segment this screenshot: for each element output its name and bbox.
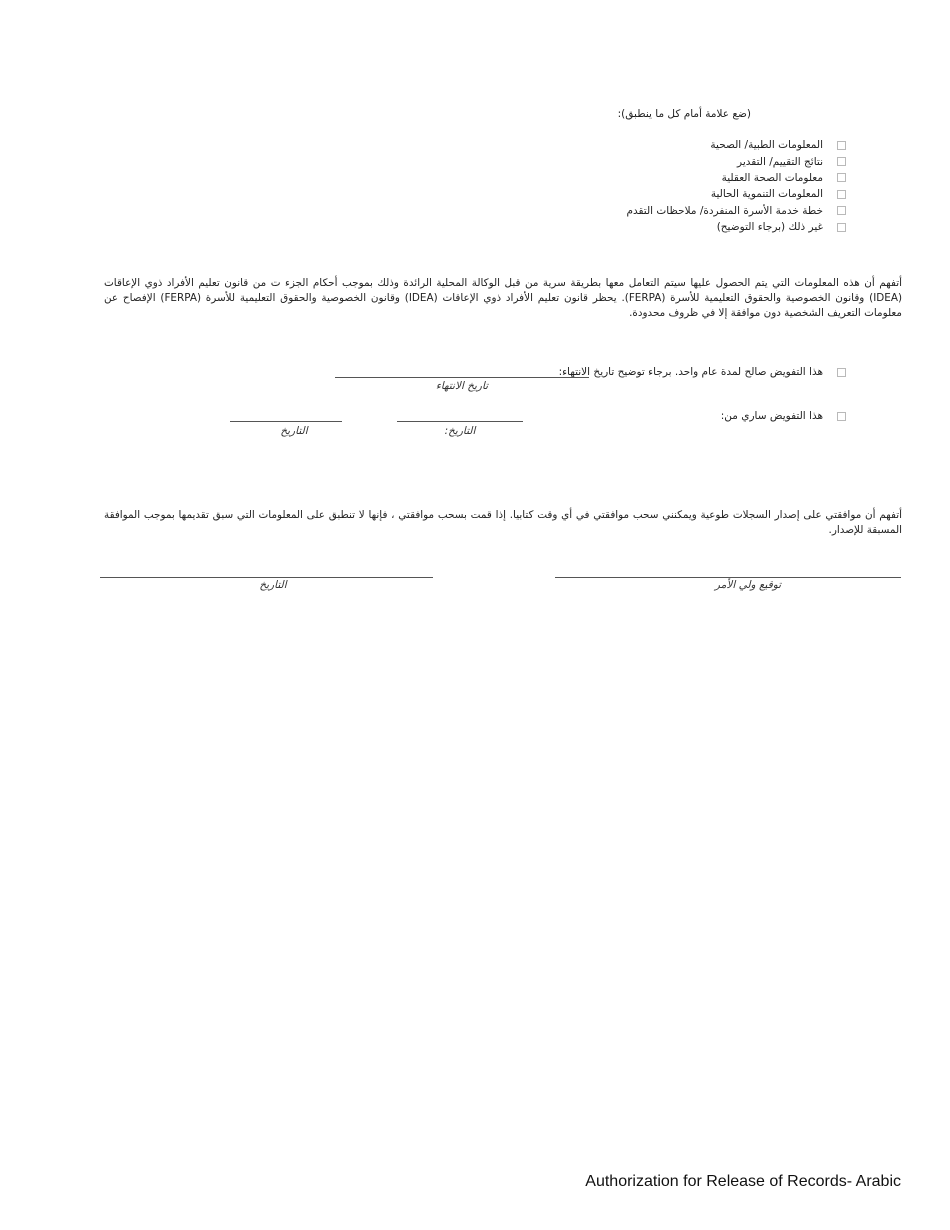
validity-from-option[interactable] (721, 410, 846, 422)
checkbox[interactable] (837, 223, 846, 232)
start-date-caption: التاريخ: (444, 425, 476, 437)
validity-from-label: هذا التفويض ساري من: (720, 410, 823, 422)
checklist-item-label: المعلومات التنموية الحالية (710, 188, 823, 201)
checklist-item-ifsp[interactable] (526, 203, 846, 219)
checklist-item-label: معلومات الصحة العقلية (721, 171, 823, 184)
guardian-signature-caption: توقيع ولي الأمر (714, 579, 782, 591)
checkbox[interactable] (837, 173, 846, 182)
checkbox[interactable] (837, 206, 846, 215)
checkbox[interactable] (837, 157, 846, 166)
checklist-item-label: خطة خدمة الأسرة المنفردة/ ملاحظات التقدم (626, 204, 823, 217)
checklist-item-label: المعلومات الطبية/ الصحية (710, 139, 823, 152)
checkbox[interactable] (837, 412, 846, 421)
record-type-checklist (526, 137, 846, 235)
expiration-date-line[interactable] (335, 377, 589, 378)
document-footer-title: Authorization for Release of Records- Arabic (585, 1173, 901, 1190)
validity-one-year-option[interactable] (559, 366, 846, 378)
signature-date-line[interactable] (100, 577, 433, 578)
checklist-item-label: نتائج التقييم/ التقدير (737, 155, 823, 168)
checkbox[interactable] (837, 368, 846, 377)
confidentiality-paragraph: أتفهم أن هذه المعلومات التي يتم الحصول عليها سيتم التعامل معها بطريقة سرية من قبل الوكالة المحلية الرائدة وذلك بموجب أحكام الجزء ت من قانون تعليم الأفراد ذوي الإعاقات (IDEA) وقانون الخصوصية والحقوق التعليمية للأسرة (FERPA). يحظر قانون تعليم الأفراد ذوي الإعاقات (IDEA) وقانون الخصوصية والحقوق التعليمية للأسرة (FERPA) الإفصاح عن معلومات التعريف الشخصية دون موافقة إلا في ظروف محدودة. (104, 277, 903, 319)
end-date-line[interactable] (230, 421, 342, 422)
expiration-date-caption: تاريخ الانتهاء (435, 380, 489, 392)
checklist-item-developmental[interactable] (526, 186, 846, 202)
checklist-item-medical[interactable] (526, 137, 846, 153)
consent-paragraph: أتفهم أن موافقتي على إصدار السجلات طوعية ويمكنني سحب موافقتي في أي وقت كتابيا. إذا قمت بسحب موافقتي ، فإنها لا تنطبق على المعلومات التي سبق تقديمها بموجب الموافقة المسبقة للإصدار. (104, 509, 902, 536)
start-date-line[interactable] (397, 421, 523, 422)
checklist-item-assessment[interactable] (526, 153, 846, 169)
end-date-caption: التاريخ (280, 425, 308, 437)
checkbox[interactable] (837, 141, 846, 150)
checklist-item-label: غير ذلك (برجاء التوضيح) (716, 221, 823, 234)
checklist-instructions: (ضع علامة أمام كل ما ينطبق): (617, 108, 751, 120)
validity-one-year-label: هذا التفويض صالح لمدة عام واحد. برجاء توضيح تاريخ الانتهاء: (558, 366, 823, 378)
guardian-signature-line[interactable] (555, 577, 901, 578)
checkbox[interactable] (837, 190, 846, 199)
checklist-item-other[interactable] (526, 219, 846, 235)
checklist-item-mental-health[interactable] (526, 170, 846, 186)
signature-date-caption: التاريخ (259, 579, 287, 591)
